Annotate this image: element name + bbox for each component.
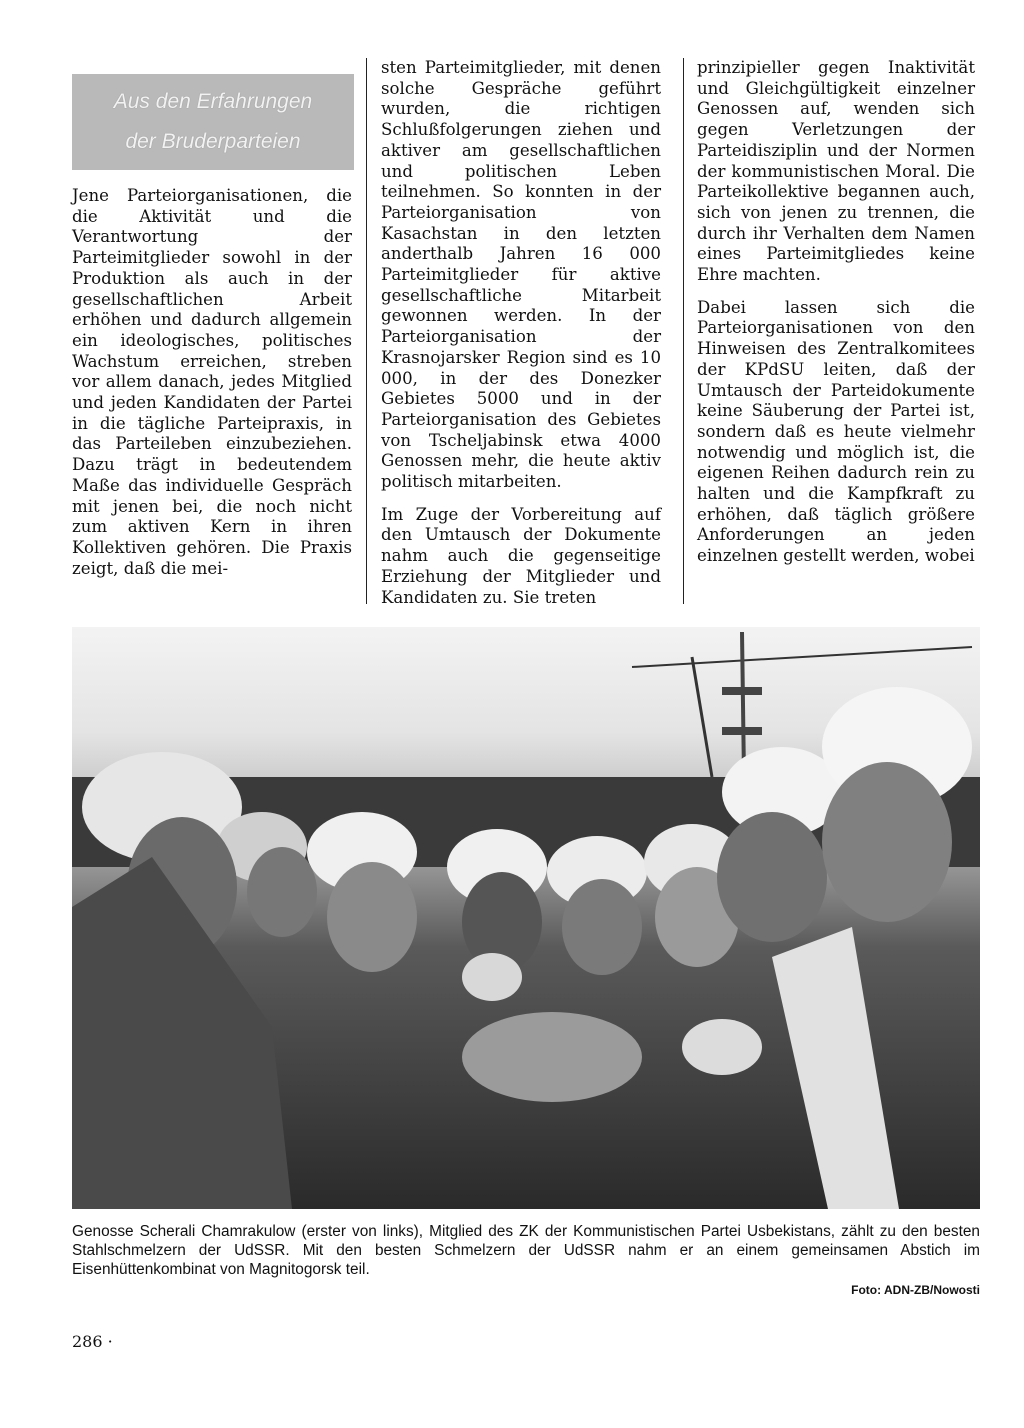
page-number: 286 · — [72, 1332, 113, 1351]
column-divider-1 — [366, 58, 367, 604]
photo-steelworkers — [72, 627, 980, 1209]
section-heading-line-1: Aus den Erfahrungen — [113, 90, 313, 113]
photo-caption: Genosse Scherali Chamrakulow (erster von links), Mitglied des ZK der Kommunistischen Partei Usbekistans, zählt zu den besten Stahlschmelzern der UdSSR. Mit den besten Schmelzern der UdSSR nahm er an einem gemeinsamen Abstich im Eisenhüttenkombinat von Magnitogorsk teil. — [72, 1223, 980, 1278]
section-heading — [72, 74, 354, 170]
column-2-paragraph-2: Im Zuge der Vorbereitung auf den Umtausch der Dokumente nahm auch die gegenseitige Erziehung der Mitglieder und Kandidaten zu. Sie treten — [381, 504, 661, 607]
photo-illustration — [72, 627, 980, 1209]
text-column-2 — [381, 58, 661, 608]
column-divider-2 — [683, 58, 684, 604]
column-2-paragraph-1: sten Parteimitglieder, mit denen solche Gespräche geführt wurden, die richtigen Schlußfolgerungen ziehen und aktiver am gesellschaftlichen und politischen Leben teilnehmen. So konnten in der Parteiorganisation von Kasachstan in den letzten anderthalb Jahren 16 000 Parteimitglieder für aktive gesellschaftliche Mitarbeit gewonnen werden. In der Parteiorganisation der Krasnojarsker Region sind es 10 000, in der des Donezker Gebietes 5000 und in der Parteiorganisation des Gebietes von Tscheljabinsk etwa 4000 Genossen mehr, die heute aktiv politisch mitarbeiten. — [381, 58, 661, 492]
column-3-paragraph-1: prinzipieller gegen Inaktivität und Gleichgültigkeit einzelner Genossen auf, wenden sich gegen Verletzungen der Parteidisziplin und der Normen der kommunistischen Moral. Die Parteikollektive begannen auch, sich von jenen zu trennen, die durch ihr Verhalten dem Namen eines Parteimitgliedes keine Ehre machten. — [697, 58, 975, 285]
section-heading-line-2: der Bruderparteien — [125, 130, 301, 153]
text-column-1 — [72, 186, 352, 579]
column-1-paragraph: Jene Parteiorganisationen, die die Aktivität und die Verantwortung der Parteimitglieder sowohl in der Produktion als auch in der gesellschaftlichen Arbeit erhöhen und dadurch allgemein ein ideologisches, politisches Wachstum erreichen, streben vor allem danach, jedes Mitglied und jeden Kandidaten der Partei in die tägliche Parteipraxis, in das Parteileben einzubeziehen. Dazu trägt in bedeutendem Maße das individuelle Gespräch mit jenen bei, die noch nicht zum aktiven Kern in ihren Kollektiven gehören. Die Praxis zeigt, daß die mei- — [72, 186, 352, 578]
text-column-3 — [697, 58, 975, 567]
column-3-paragraph-2: Dabei lassen sich die Parteiorganisationen von den Hinweisen des Zentralkomitees der KPdSU leiten, daß der Umtausch der Parteidokumente keine Säuberung der Partei ist, sondern daß es heute vielmehr notwendig und möglich ist, die eigenen Reihen dadurch rein zu halten und die Kampfkraft zu erhöhen, daß täglich größere Anforderungen an jeden einzelnen gestellt werden, wobei — [697, 297, 975, 566]
photo-credit: Foto: ADN-ZB/Nowosti — [851, 1283, 980, 1297]
